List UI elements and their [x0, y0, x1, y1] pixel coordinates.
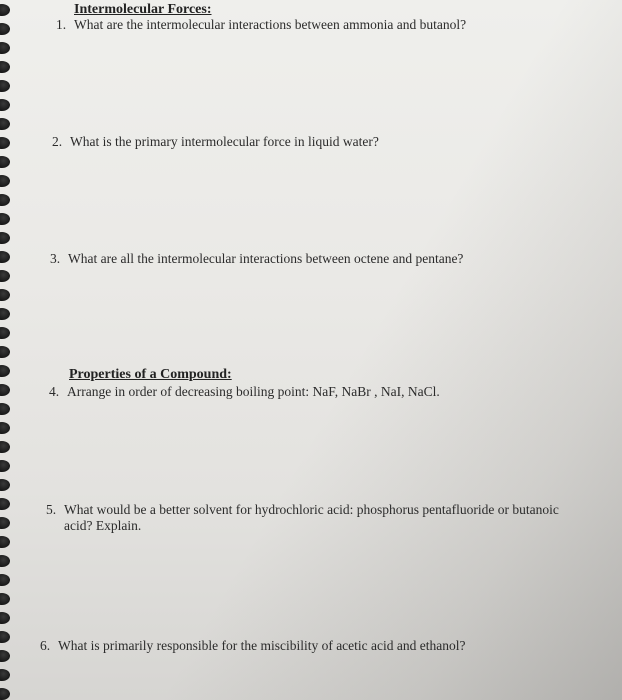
binder-ring [0, 118, 10, 130]
question-4 [49, 384, 440, 400]
question-6-text: What is primarily responsible for the miscibility of acetic acid and ethanol? [58, 638, 466, 653]
binder-ring [0, 156, 10, 168]
binder-ring [0, 441, 10, 453]
binder-ring [0, 80, 10, 92]
question-5-continued [64, 518, 141, 534]
binder-ring [0, 688, 10, 700]
binder-ring [0, 4, 10, 16]
question-4-text: Arrange in order of decreasing boiling point: NaF, NaBr , NaI, NaCl. [67, 384, 440, 399]
binder-ring [0, 422, 10, 434]
question-1-text: What are the intermolecular interactions between ammonia and butanol? [74, 17, 467, 32]
binder-ring [0, 536, 10, 548]
binder-ring [0, 460, 10, 472]
question-5-text-line-2: acid? Explain. [64, 518, 142, 533]
binder-ring [0, 669, 10, 681]
binder-ring [0, 650, 10, 662]
binder-ring [0, 308, 10, 320]
question-6-number: 6. [40, 638, 51, 653]
question-1-number: 1. [56, 17, 67, 32]
binder-ring [0, 61, 10, 73]
binder-ring [0, 42, 10, 54]
binder-ring [0, 346, 10, 358]
question-5 [46, 502, 559, 518]
section-heading-properties-of-a-compound: Properties of a Compound: [69, 367, 232, 382]
question-3 [50, 251, 463, 267]
question-6 [40, 638, 466, 654]
binder-ring [0, 365, 10, 377]
binder-ring [0, 384, 10, 396]
binder-rings [0, 0, 12, 700]
question-1 [56, 17, 466, 33]
binder-ring [0, 574, 10, 586]
binder-ring [0, 99, 10, 111]
binder-ring [0, 213, 10, 225]
binder-ring [0, 23, 10, 35]
binder-ring [0, 270, 10, 282]
binder-ring [0, 631, 10, 643]
question-2 [52, 134, 379, 150]
binder-ring [0, 137, 10, 149]
question-2-text: What is the primary intermolecular force in liquid water? [70, 134, 379, 149]
binder-ring [0, 251, 10, 263]
question-2-number: 2. [52, 134, 63, 149]
binder-ring [0, 194, 10, 206]
binder-ring [0, 555, 10, 567]
binder-ring [0, 232, 10, 244]
binder-ring [0, 289, 10, 301]
section-heading-intermolecular-forces: Intermolecular Forces: [74, 2, 212, 17]
question-4-number: 4. [49, 384, 60, 399]
binder-ring [0, 403, 10, 415]
binder-ring [0, 593, 10, 605]
binder-ring [0, 498, 10, 510]
question-3-text: What are all the intermolecular interactions between octene and pentane? [68, 251, 464, 266]
binder-ring [0, 517, 10, 529]
question-3-number: 3. [50, 251, 61, 266]
binder-ring [0, 175, 10, 187]
binder-ring [0, 612, 10, 624]
question-5-number: 5. [46, 502, 57, 517]
binder-ring [0, 479, 10, 491]
question-5-text-line-1: What would be a better solvent for hydrochloric acid: phosphorus pentafluoride or butanoic [64, 502, 559, 517]
binder-ring [0, 327, 10, 339]
